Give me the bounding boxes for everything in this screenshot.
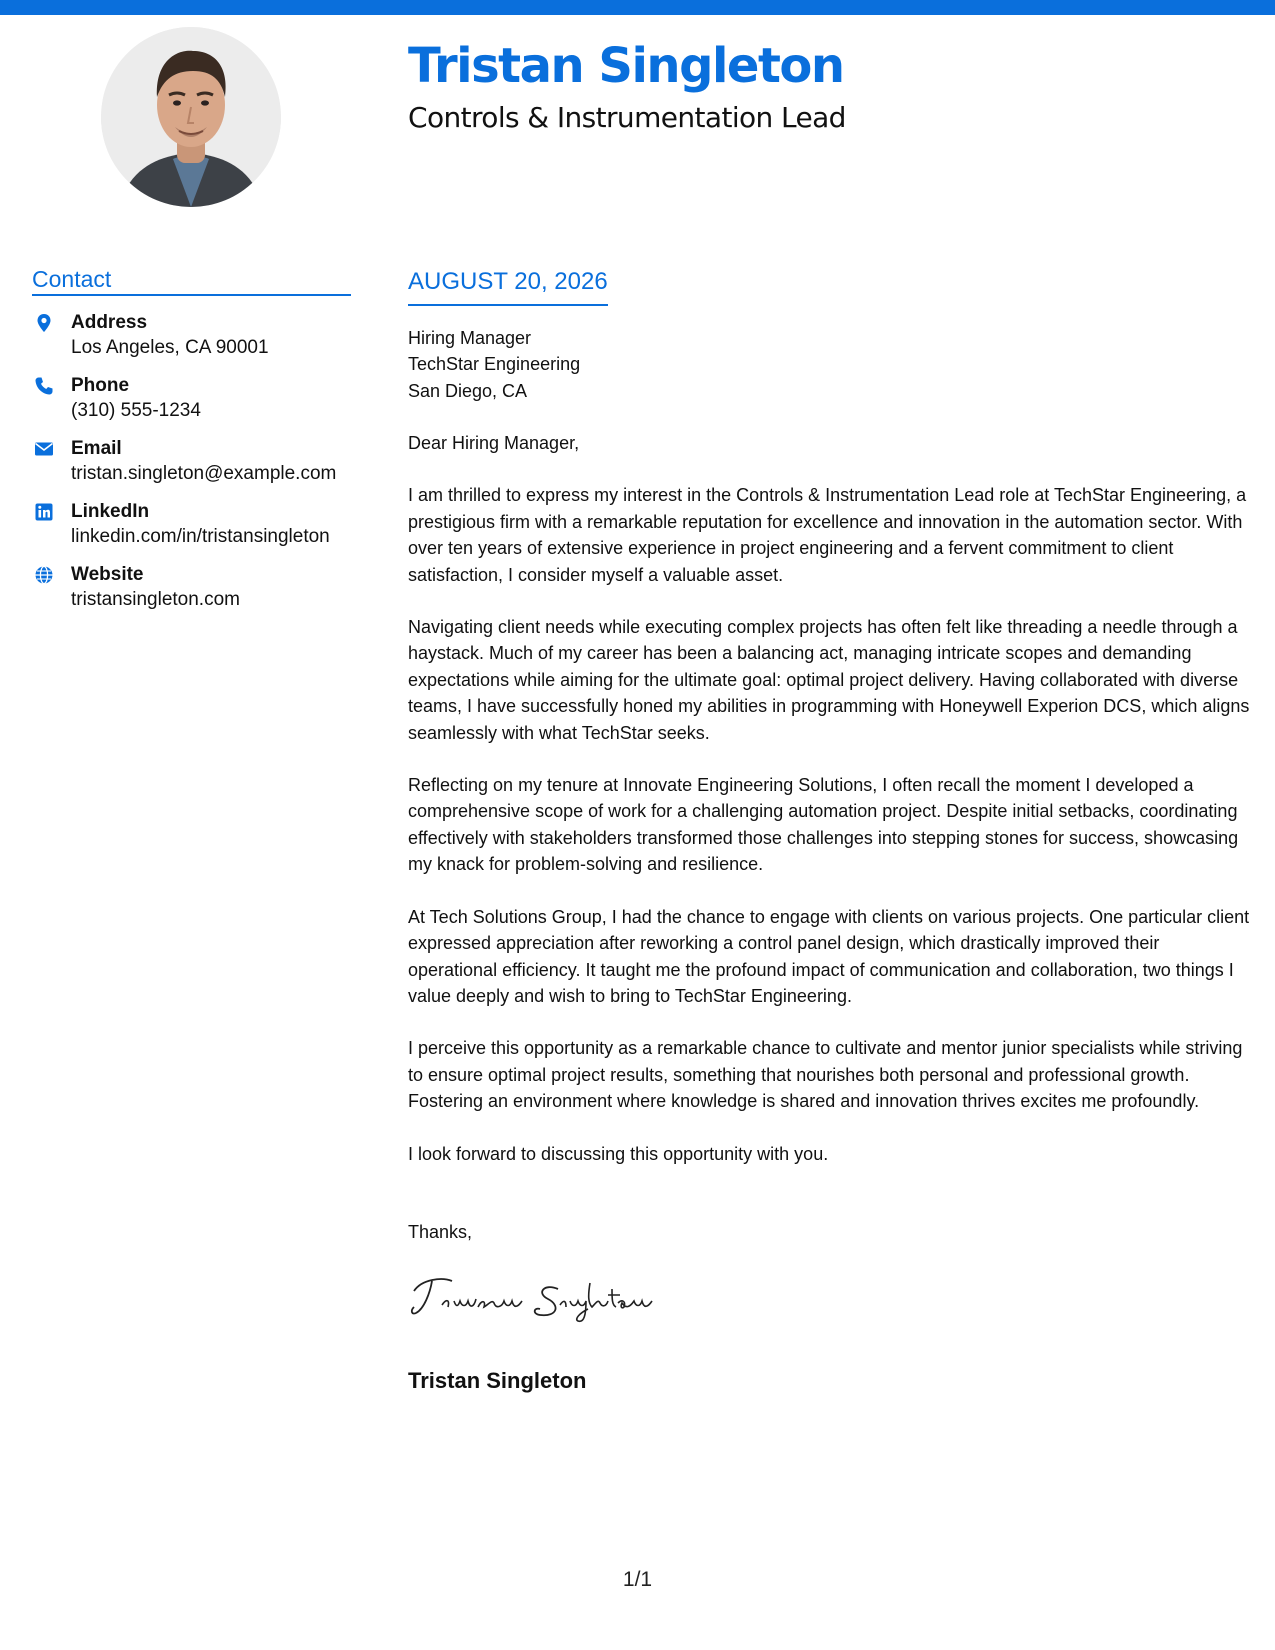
contact-item-linkedin bbox=[32, 499, 351, 549]
linkedin-icon bbox=[34, 502, 54, 522]
contact-value[interactable]: tristan.singleton@example.com bbox=[71, 463, 337, 485]
contact-label: Email bbox=[71, 438, 122, 460]
letter-paragraph: I perceive this opportunity as a remarkable chance to cultivate and mentor junior specialists while striving to ensure optimal project results, something that nourishes both personal and professional growth. Fostering an environment where knowledge is shared and innovation thrives excites me profoundly. bbox=[408, 1038, 1243, 1112]
contact-item-phone bbox=[32, 373, 351, 423]
letter-paragraph: Navigating client needs while executing complex projects has often felt like threading a needle through a haystack. Much of my career has been a balancing act, managing intricate scopes and demanding expectations while aiming for the ultimate goal: optimal project delivery. Having collaborated with diverse teams, I have successfully honed my abilities in programming with Honeywell Experion DCS, which aligns seamlessly with what TechStar seeks. bbox=[408, 617, 1250, 743]
contact-heading: Contact bbox=[32, 266, 351, 296]
contact-item-email bbox=[32, 436, 351, 486]
letter-paragraph: Reflecting on my tenure at Innovate Engineering Solutions, I often recall the moment I developed a comprehensive scope of work for a challenging automation project. Despite initial setbacks, coordinating effectively with stakeholders transformed those challenges into stepping stones for success, showcasing my knack for problem-solving and resilience. bbox=[408, 775, 1239, 875]
contact-label: LinkedIn bbox=[71, 501, 150, 523]
envelope-icon bbox=[34, 439, 54, 459]
profile-photo bbox=[101, 27, 281, 207]
contact-value: (310) 555-1234 bbox=[71, 400, 201, 422]
candidate-title: Controls & Instrumentation Lead bbox=[408, 101, 846, 134]
top-accent-bar bbox=[0, 0, 1275, 15]
contact-label: Address bbox=[71, 312, 148, 334]
contact-value[interactable]: tristansingleton.com bbox=[71, 589, 240, 611]
closing: Thanks, bbox=[408, 1221, 473, 1242]
contact-item-website bbox=[32, 562, 351, 612]
letter-paragraph: At Tech Solutions Group, I had the chance to engage with clients on various projects. One particular client expressed appreciation after reworking a control panel design, which drastically improved their operational efficiency. It taught me the profound impact of communication and collaboration, two things I value deeply and wish to bring to TechStar Engineering. bbox=[408, 906, 1250, 1006]
globe-icon bbox=[34, 565, 54, 585]
letter-date: AUGUST 20, 2026 bbox=[408, 268, 608, 306]
recipient-block bbox=[408, 325, 1253, 404]
letter-body bbox=[408, 268, 1253, 1395]
contact-item-address bbox=[32, 310, 351, 360]
phone-icon bbox=[34, 376, 54, 396]
contact-label: Phone bbox=[71, 375, 130, 397]
salutation: Dear Hiring Manager, bbox=[408, 433, 580, 454]
recipient-line: Hiring Manager bbox=[408, 327, 532, 348]
contact-section bbox=[32, 266, 351, 612]
contact-value: Los Angeles, CA 90001 bbox=[71, 337, 269, 359]
letter-paragraph: I look forward to discussing this opportunity with you. bbox=[408, 1143, 829, 1164]
contact-value[interactable]: linkedin.com/in/tristansingleton bbox=[71, 526, 330, 548]
contact-label: Website bbox=[71, 564, 144, 586]
handwritten-signature bbox=[408, 1269, 688, 1327]
page-number: 1/1 bbox=[622, 1568, 653, 1591]
map-pin-icon bbox=[34, 313, 54, 333]
recipient-line: San Diego, CA bbox=[408, 380, 528, 401]
letter-paragraph: I am thrilled to express my interest in the Controls & Instrumentation Lead role at TechStar Engineering, a prestigious firm with a remarkable reputation for excellence and innovation in the automation sector. With over ten years of extensive experience in project engineering and a fervent commitment to client satisfaction, I consider myself a valuable asset. bbox=[408, 485, 1247, 585]
signed-name: Tristan Singleton bbox=[408, 1368, 587, 1394]
candidate-name: Tristan Singleton bbox=[408, 38, 844, 94]
recipient-line: TechStar Engineering bbox=[408, 354, 581, 375]
